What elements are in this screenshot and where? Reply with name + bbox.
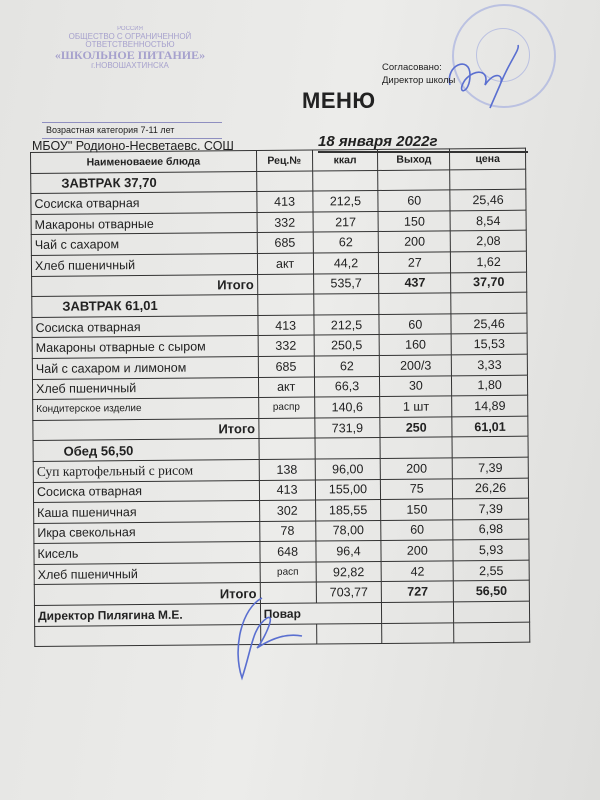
dish-name: Сосиска отварная	[32, 315, 258, 338]
empty-cell	[454, 601, 530, 622]
cook-signature	[232, 588, 312, 688]
price: 15,53	[451, 334, 527, 355]
price: 5,93	[453, 539, 529, 560]
page-title: МЕНЮ	[302, 88, 376, 113]
portion: 75	[381, 478, 453, 499]
total-recipe	[257, 274, 313, 295]
menu-table	[30, 148, 530, 648]
total-recipe	[259, 418, 315, 439]
price: 2,55	[453, 560, 529, 581]
portion: 60	[381, 520, 453, 541]
price: 3,33	[452, 354, 528, 375]
portion: 30	[380, 375, 452, 396]
empty-cell	[382, 602, 454, 623]
portion: 150	[378, 211, 450, 232]
total-label: Итого	[34, 583, 260, 606]
dish-name: Макароны отварные с сыром	[32, 336, 258, 359]
kcal: 66,3	[314, 376, 380, 397]
dish-name: Кондитерское изделие	[33, 398, 259, 421]
kcal: 212,5	[312, 191, 378, 212]
portion: 200	[379, 231, 451, 252]
total-kcal: 535,7	[313, 273, 379, 294]
approval-label: Согласовано:	[382, 62, 442, 73]
recipe-number: 413	[259, 480, 315, 501]
kcal: 44,2	[313, 252, 379, 273]
dish-name: Хлеб пшеничный	[34, 562, 260, 585]
price: 7,39	[452, 457, 528, 478]
approval-role: Директор школы	[382, 75, 456, 86]
portion: 1 шт	[380, 396, 452, 417]
col-header: Рец.№	[256, 150, 312, 171]
total-label: Итого	[32, 274, 258, 297]
director-name: Директор Пилягина М.Е.	[34, 604, 260, 627]
dish-name: Чай с сахаром и лимоном	[32, 356, 258, 379]
kcal: 62	[313, 232, 379, 253]
price: 1,80	[452, 375, 528, 396]
kcal: 92,82	[316, 561, 382, 582]
dish-name: Хлеб пшеничный	[31, 253, 257, 276]
price: 25,46	[451, 313, 527, 334]
total-price: 37,70	[451, 272, 527, 293]
price: 26,26	[453, 478, 529, 499]
recipe-number: распр	[258, 397, 314, 418]
dish-name: Сосиска отварная	[33, 480, 259, 503]
col-header: Наименоваеие блюда	[31, 151, 257, 174]
recipe-number: 332	[258, 335, 314, 356]
kcal: 140,6	[314, 397, 380, 418]
total-kcal: 731,9	[314, 417, 380, 438]
section-title: ЗАВТРАК 61,01	[32, 295, 258, 318]
kcal: 96,00	[315, 458, 381, 479]
total-portion: 727	[382, 581, 454, 602]
recipe-number: 78	[259, 521, 315, 542]
menu-date: 18 января 2022г	[318, 133, 438, 150]
school-name: МБОУ" Родионо-Несветаевс. СОШ	[32, 139, 234, 153]
portion: 27	[379, 252, 451, 273]
dish-name: Каша пшеничная	[34, 501, 260, 524]
total-portion: 250	[380, 417, 452, 438]
divider	[42, 122, 222, 123]
kcal: 155,00	[315, 479, 381, 500]
approval-block	[382, 61, 455, 87]
price: 14,89	[452, 395, 528, 416]
recipe-number: 413	[258, 315, 314, 336]
dish-name: Сосиска отварная	[31, 192, 257, 215]
dish-name: Кисель	[34, 542, 260, 565]
kcal: 217	[313, 211, 379, 232]
portion: 200/3	[380, 355, 452, 376]
recipe-number: 648	[260, 541, 316, 562]
kcal: 78,00	[315, 520, 381, 541]
age-category: Возрастная категория 7-11 лет	[46, 125, 175, 135]
portion: 200	[381, 540, 453, 561]
dish-name: Икра свекольная	[34, 521, 260, 544]
price: 1,62	[451, 251, 527, 272]
price: 6,98	[453, 519, 529, 540]
recipe-number: 302	[259, 500, 315, 521]
kcal: 62	[314, 355, 380, 376]
recipe-number: расп	[260, 562, 316, 583]
price: 25,46	[450, 189, 526, 210]
kcal: 96,4	[315, 541, 381, 562]
dish-name: Макароны отварные	[31, 212, 257, 235]
recipe-number: 332	[257, 212, 313, 233]
total-price: 61,01	[452, 416, 528, 437]
dish-name: Хлеб пшеничный	[32, 377, 258, 400]
section-title: ЗАВТРАК 37,70	[31, 171, 257, 194]
company-stamp: РОССИЯ ОБЩЕСТВО С ОГРАНИЧЕННОЙ ОТВЕТСТВЕННОСТЬЮ «ШКОЛЬНОЕ ПИТАНИЕ» г.НОВОШАХТИНСКА	[54, 26, 206, 70]
price: 2,08	[450, 231, 526, 252]
total-portion: 437	[379, 272, 451, 293]
price: 8,54	[450, 210, 526, 231]
total-label: Итого	[33, 418, 259, 441]
recipe-number: 685	[258, 356, 314, 377]
total-kcal: 703,77	[316, 582, 382, 603]
kcal: 185,55	[315, 500, 381, 521]
kcal: 250,5	[314, 335, 380, 356]
recipe-number: 413	[257, 191, 313, 212]
recipe-number: акт	[258, 377, 314, 398]
portion: 60	[378, 190, 450, 211]
dish-name: Чай с сахаром	[31, 233, 257, 256]
cook-label: Повар	[260, 603, 382, 625]
portion: 42	[382, 561, 454, 582]
col-header: ккал	[312, 149, 378, 170]
portion: 150	[381, 499, 453, 520]
recipe-number: 138	[259, 459, 315, 480]
price: 7,39	[453, 498, 529, 519]
portion: 60	[379, 314, 451, 335]
kcal: 212,5	[313, 314, 379, 335]
total-price: 56,50	[453, 581, 529, 602]
dish-name: Суп картофельный с рисом	[33, 459, 259, 482]
portion: 160	[380, 334, 452, 355]
recipe-number: 685	[257, 232, 313, 253]
col-header: Выход	[378, 149, 450, 170]
recipe-number: акт	[257, 253, 313, 274]
portion: 200	[381, 458, 453, 479]
section-title: Обед 56,50	[33, 439, 259, 462]
col-header: цена	[450, 148, 526, 169]
